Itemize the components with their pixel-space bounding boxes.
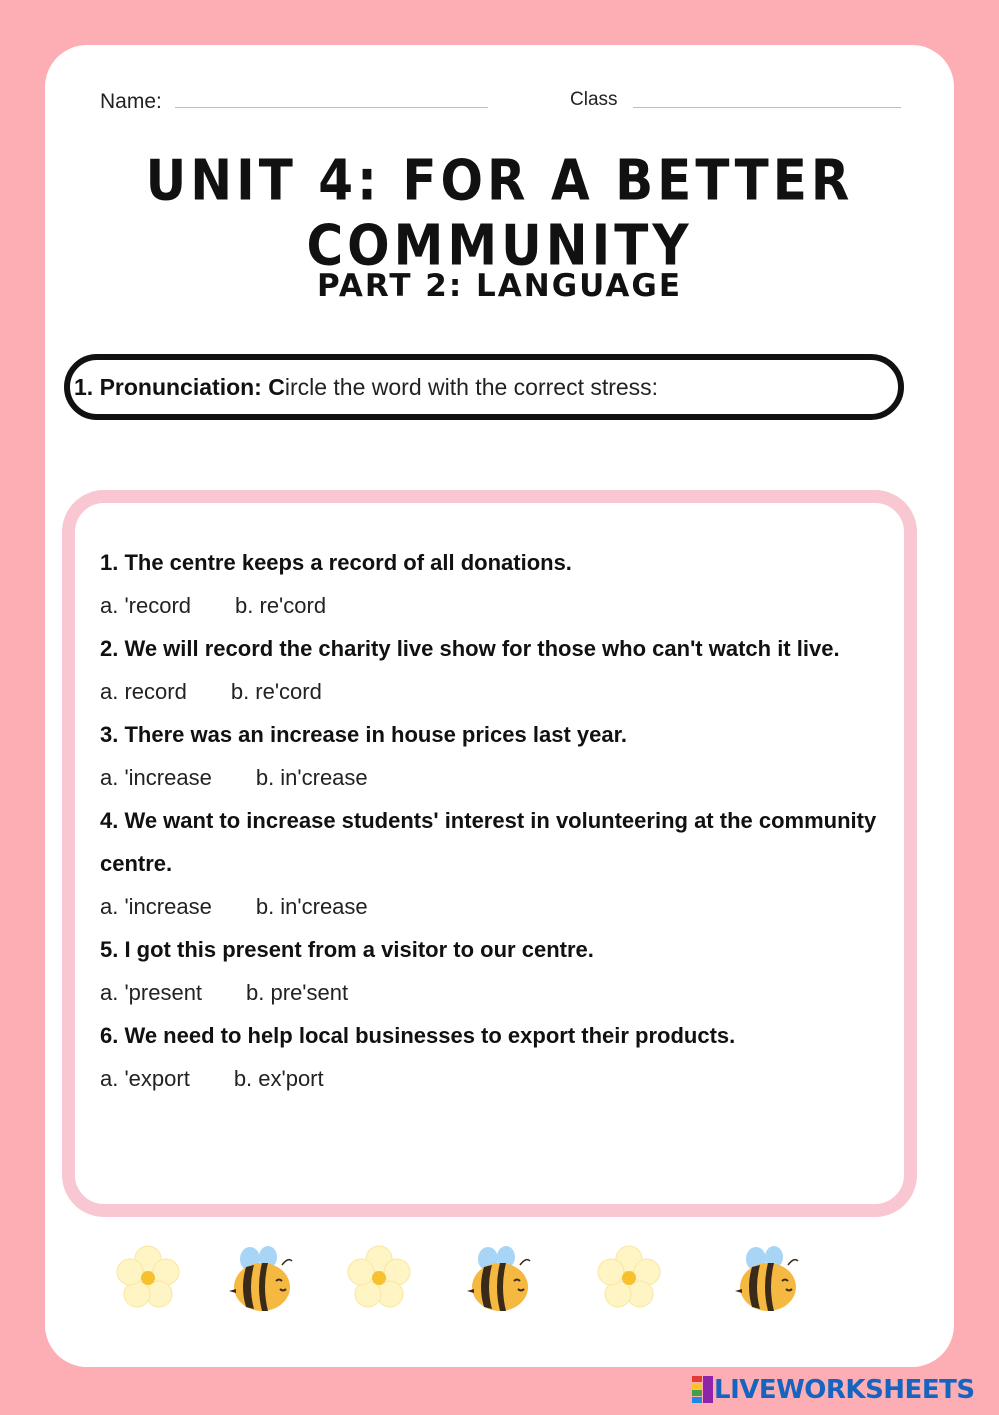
option-b[interactable]: b. re'cord xyxy=(235,593,327,618)
option-a[interactable]: a. 'increase xyxy=(100,765,212,790)
instruction-bold: 1. Pronunciation: C xyxy=(74,374,285,400)
bee-icon xyxy=(734,1245,800,1315)
page-subtitle: PART 2: LANGUAGE xyxy=(316,268,682,304)
option-b[interactable]: b. in'crease xyxy=(255,894,368,919)
class-label: Class xyxy=(570,89,618,110)
option-a[interactable]: a. 'increase xyxy=(100,894,212,919)
logo-blocks-icon xyxy=(692,1376,714,1404)
option-a[interactable]: a. 'export xyxy=(100,1066,190,1091)
instruction-text xyxy=(74,374,658,401)
question-list xyxy=(100,541,900,1100)
question-1: 1. The centre keeps a record of all donations. xyxy=(100,550,572,575)
logo-text: LIVEWORKSHEETS xyxy=(714,1375,975,1405)
question-3-options xyxy=(100,756,900,799)
flower-icon xyxy=(346,1245,412,1311)
name-label: Name: xyxy=(100,90,162,113)
option-a[interactable]: a. 'present xyxy=(100,980,203,1005)
bee-icon xyxy=(228,1245,294,1315)
question-6-options xyxy=(100,1057,900,1100)
option-b[interactable]: b. in'crease xyxy=(255,765,368,790)
question-4-options xyxy=(100,885,900,928)
question-2-options xyxy=(100,670,900,713)
name-input-line[interactable] xyxy=(175,107,488,108)
class-input-line[interactable] xyxy=(633,107,901,108)
question-3: 3. There was an increase in house prices last year. xyxy=(100,722,628,747)
flower-icon xyxy=(115,1245,181,1311)
option-a[interactable]: a. record xyxy=(100,679,187,704)
option-b[interactable]: b. ex'port xyxy=(233,1066,324,1091)
instruction-rest: ircle the word with the correct stress: xyxy=(284,374,659,400)
question-5-options xyxy=(100,971,900,1014)
option-b[interactable]: b. pre'sent xyxy=(246,980,349,1005)
option-b[interactable]: b. re'cord xyxy=(230,679,322,704)
option-a[interactable]: a. 'record xyxy=(100,593,192,618)
question-2: 2. We will record the charity live show for those who can't watch it live. xyxy=(100,636,840,661)
page-title: UNIT 4: FOR A BETTER COMMUNITY xyxy=(145,148,854,278)
bee-icon xyxy=(466,1245,532,1315)
liveworksheets-logo[interactable] xyxy=(692,1373,975,1407)
flower-icon xyxy=(596,1245,662,1311)
question-4: 4. We want to increase students' interest in volunteering at the community centre. xyxy=(100,808,877,876)
question-1-options xyxy=(100,584,900,627)
question-5: 5. I got this present from a visitor to our centre. xyxy=(100,937,594,962)
question-6: 6. We need to help local businesses to export their products. xyxy=(100,1023,736,1048)
